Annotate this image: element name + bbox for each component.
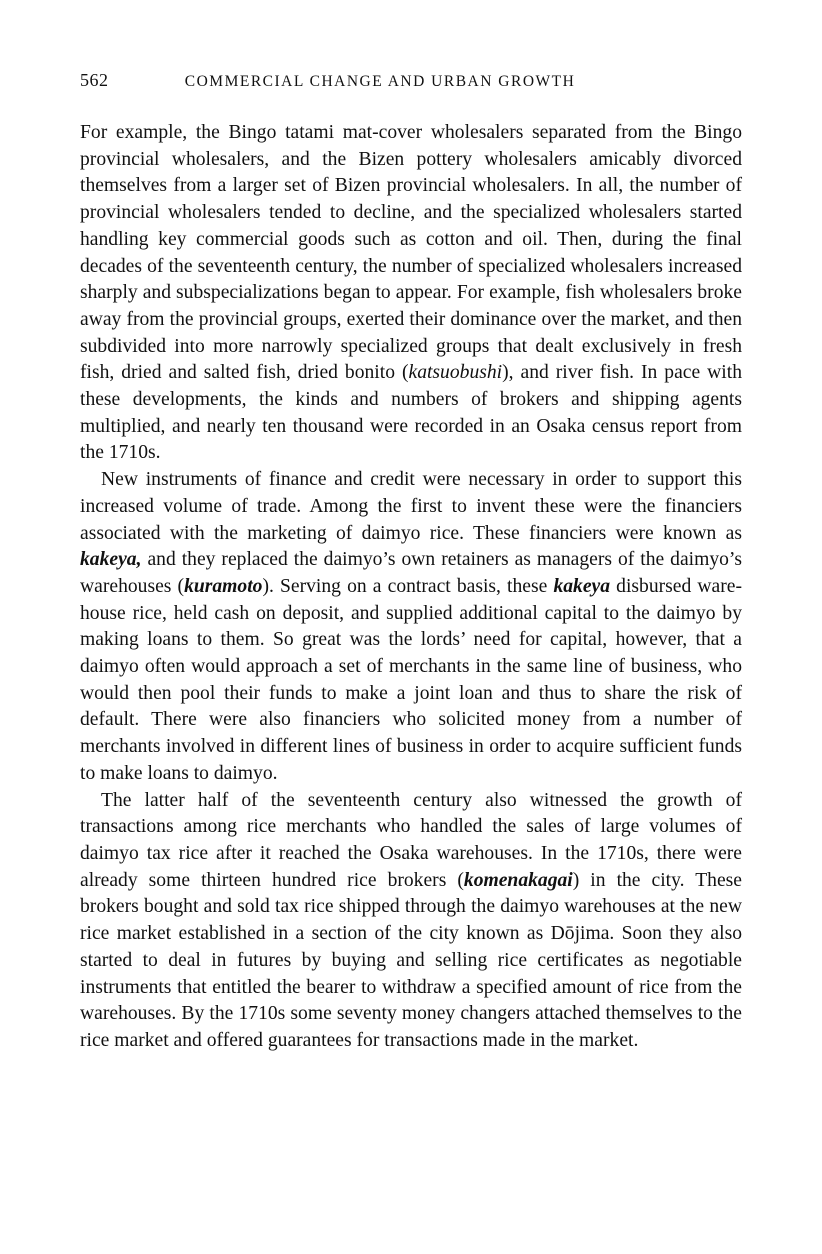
running-head xyxy=(80,70,742,106)
paragraph-2-text-cont: and they replaced the daimyo’s own retainers as managers of the daimyo’s warehouses ( xyxy=(80,549,742,597)
term-kuramoto: kuramoto xyxy=(184,575,263,597)
paragraph-1 xyxy=(80,120,742,467)
running-title: COMMERCIAL CHANGE AND URBAN GROWTH xyxy=(184,73,576,90)
paragraph-1-text-cont: ), and river fish. In pace with these developments, the kinds and numbers of brokers and shipping agents multiplied, and nearly ten thousand were recorded in an Osaka census report from the 1710s. xyxy=(80,362,742,464)
paragraph-2-text-cont-2: ). Serving on a contract basis, these xyxy=(262,575,554,597)
paragraph-3-text: The latter half of the seventeenth century also witnessed the growth of transactions among rice merchants who handled the sales of large volumes of daimyo tax rice after it reached the Osaka warehouses. In the 1710s, there were already some thirteen hundred rice brokers ( xyxy=(80,789,742,891)
paragraph-2-text-cont-3: disbursed warehouse rice, held cash on deposit, and supplied additional capital to the daimyo by making loans to them. So great was the lords’ need for capital, however, that a daimyo often would approach a set of merchants in the same line of business, who would then pool their funds to make a joint loan and thus to share the risk of default. There were also financiers who solicited money from a number of merchants involved in different lines of business in order to acquire sufficient funds to make loans to daimyo. xyxy=(80,575,742,784)
term-komenakagai: komenakagai xyxy=(463,869,573,891)
paragraph-3 xyxy=(80,788,742,1055)
paragraph-3-text-cont: ) in the city. These brokers bought and sold tax rice shipped through the daimyo warehouses at the new rice market established in a section of the city known as Dōjima. Soon they also started to deal in futures by buying and selling rice certificates as negotiable instruments that entitled the bearer to withdraw a specified amount of rice from the warehouses. By the 1710s some seventy money changers attached themselves to the rice market and offered guarantees for transactions made in the market. xyxy=(80,869,743,1051)
term-kakeya-2: kakeya xyxy=(553,575,611,597)
page-number: 562 xyxy=(80,70,109,90)
paragraph-2-text: New instruments of finance and credit were necessary in order to support this increased volume of trade. Among the first to invent these were the financiers associated with the marketing of daimyo rice. These financiers were known as xyxy=(80,469,742,544)
paragraph-2 xyxy=(80,467,742,787)
book-page xyxy=(80,70,742,1055)
body-text xyxy=(80,120,742,1055)
term-katsuobushi: katsuobushi xyxy=(408,362,503,384)
term-kakeya: kakeya, xyxy=(80,549,142,571)
paragraph-1-text: For example, the Bingo tatami mat-cover wholesalers separated from the Bingo provincial wholesalers, and the Bizen pottery wholesalers amicably divorced themselves from a larger set of Bizen provincial wholesalers. In all, the number of provincial wholesalers tended to decline, and the specialized wholesalers started handling key commercial goods such as cotton and oil. Then, during the final decades of the seventeenth century, the number of specialized wholesalers increased sharply and subspecializations began to appear. For example, fish wholesalers broke away from the provincial groups, exerted their dominance over the market, and then subdivided into more narrowly specialized groups that dealt exclusively in fresh fish, dried and salted fish, dried bonito ( xyxy=(80,122,742,384)
